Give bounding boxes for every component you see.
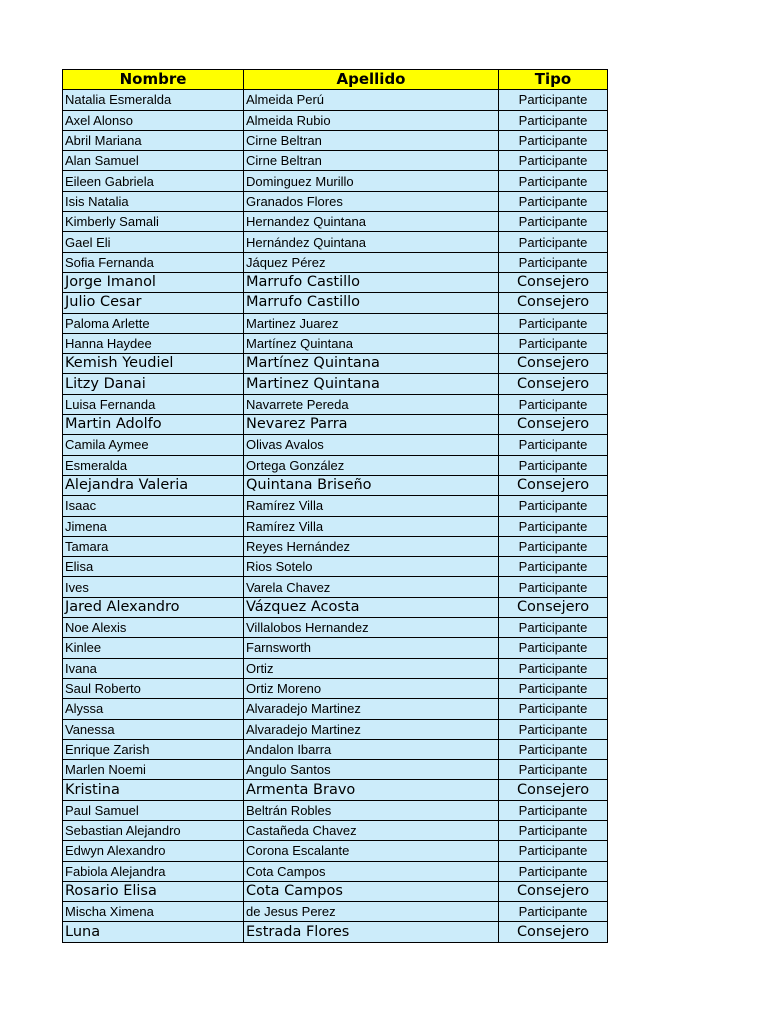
table-row bbox=[63, 861, 608, 881]
cell-apellido: Reyes Hernández bbox=[244, 536, 499, 556]
table-row bbox=[63, 313, 608, 333]
cell-tipo: Participante bbox=[499, 536, 608, 556]
table-row bbox=[63, 475, 608, 495]
cell-nombre: Camila Aymee bbox=[63, 435, 244, 455]
cell-nombre: Luna bbox=[63, 922, 244, 942]
cell-nombre: Julio Cesar bbox=[63, 293, 244, 313]
cell-nombre: Isis Natalia bbox=[63, 191, 244, 211]
cell-apellido: Almeida Perú bbox=[244, 90, 499, 110]
cell-tipo: Participante bbox=[499, 130, 608, 150]
table-row bbox=[63, 638, 608, 658]
cell-nombre: Ives bbox=[63, 577, 244, 597]
cell-apellido: Rios Sotelo bbox=[244, 557, 499, 577]
cell-nombre: Litzy Danai bbox=[63, 374, 244, 394]
cell-apellido: Ortiz bbox=[244, 658, 499, 678]
cell-apellido: Cota Campos bbox=[244, 861, 499, 881]
cell-tipo: Participante bbox=[499, 760, 608, 780]
cell-nombre: Alan Samuel bbox=[63, 151, 244, 171]
cell-apellido: Granados Flores bbox=[244, 191, 499, 211]
table-row bbox=[63, 110, 608, 130]
cell-tipo: Participante bbox=[499, 699, 608, 719]
cell-tipo: Participante bbox=[499, 171, 608, 191]
cell-nombre: Kemish Yeudiel bbox=[63, 354, 244, 374]
table-row bbox=[63, 699, 608, 719]
table-row bbox=[63, 496, 608, 516]
cell-tipo: Participante bbox=[499, 577, 608, 597]
header-row bbox=[63, 70, 608, 90]
cell-nombre: Martin Adolfo bbox=[63, 415, 244, 435]
table-row bbox=[63, 252, 608, 272]
cell-apellido: Hernández Quintana bbox=[244, 232, 499, 252]
table-row bbox=[63, 212, 608, 232]
cell-nombre: Sebastian Alejandro bbox=[63, 820, 244, 840]
cell-tipo: Consejero bbox=[499, 922, 608, 942]
cell-tipo: Consejero bbox=[499, 415, 608, 435]
table-row bbox=[63, 232, 608, 252]
cell-tipo: Participante bbox=[499, 110, 608, 130]
cell-nombre: Rosario Elisa bbox=[63, 881, 244, 901]
cell-apellido: Ortiz Moreno bbox=[244, 678, 499, 698]
cell-tipo: Participante bbox=[499, 313, 608, 333]
table-row bbox=[63, 577, 608, 597]
cell-nombre: Kimberly Samali bbox=[63, 212, 244, 232]
table-row bbox=[63, 658, 608, 678]
table-row bbox=[63, 881, 608, 901]
roster-table bbox=[62, 69, 608, 943]
cell-tipo: Participante bbox=[499, 496, 608, 516]
cell-apellido: Hernandez Quintana bbox=[244, 212, 499, 232]
cell-apellido: Marrufo Castillo bbox=[244, 272, 499, 292]
cell-apellido: Armenta Bravo bbox=[244, 780, 499, 800]
cell-apellido: Varela Chavez bbox=[244, 577, 499, 597]
table-row bbox=[63, 922, 608, 942]
cell-nombre: Paloma Arlette bbox=[63, 313, 244, 333]
table-row bbox=[63, 191, 608, 211]
table-row bbox=[63, 272, 608, 292]
cell-apellido: Farnsworth bbox=[244, 638, 499, 658]
cell-apellido: Quintana Briseño bbox=[244, 475, 499, 495]
table-row bbox=[63, 394, 608, 414]
cell-nombre: Gael Eli bbox=[63, 232, 244, 252]
cell-nombre: Luisa Fernanda bbox=[63, 394, 244, 414]
cell-apellido: Martinez Juarez bbox=[244, 313, 499, 333]
cell-nombre: Edwyn Alexandro bbox=[63, 841, 244, 861]
cell-apellido: Marrufo Castillo bbox=[244, 293, 499, 313]
table-row bbox=[63, 557, 608, 577]
cell-tipo: Consejero bbox=[499, 354, 608, 374]
cell-tipo: Consejero bbox=[499, 780, 608, 800]
cell-apellido: Corona Escalante bbox=[244, 841, 499, 861]
cell-apellido: Martínez Quintana bbox=[244, 333, 499, 353]
cell-tipo: Participante bbox=[499, 678, 608, 698]
cell-apellido: Andalon Ibarra bbox=[244, 739, 499, 759]
cell-tipo: Participante bbox=[499, 455, 608, 475]
table-row bbox=[63, 171, 608, 191]
cell-apellido: Alvaradejo Martinez bbox=[244, 719, 499, 739]
cell-nombre: Hanna Haydee bbox=[63, 333, 244, 353]
table-row bbox=[63, 618, 608, 638]
cell-tipo: Participante bbox=[499, 841, 608, 861]
table-row bbox=[63, 90, 608, 110]
cell-tipo: Participante bbox=[499, 191, 608, 211]
cell-apellido: Cirne Beltran bbox=[244, 130, 499, 150]
cell-nombre: Alejandra Valeria bbox=[63, 475, 244, 495]
cell-nombre: Marlen Noemi bbox=[63, 760, 244, 780]
cell-apellido: Vázquez Acosta bbox=[244, 597, 499, 617]
cell-nombre: Fabiola Alejandra bbox=[63, 861, 244, 881]
cell-tipo: Participante bbox=[499, 212, 608, 232]
cell-tipo: Consejero bbox=[499, 475, 608, 495]
cell-apellido: Nevarez Parra bbox=[244, 415, 499, 435]
cell-tipo: Participante bbox=[499, 557, 608, 577]
cell-nombre: Jorge Imanol bbox=[63, 272, 244, 292]
table-row bbox=[63, 780, 608, 800]
table-row bbox=[63, 597, 608, 617]
cell-nombre: Eileen Gabriela bbox=[63, 171, 244, 191]
cell-nombre: Enrique Zarish bbox=[63, 739, 244, 759]
cell-apellido: Castañeda Chavez bbox=[244, 820, 499, 840]
cell-apellido: Estrada Flores bbox=[244, 922, 499, 942]
table-row bbox=[63, 820, 608, 840]
cell-apellido: Cirne Beltran bbox=[244, 151, 499, 171]
cell-apellido: Alvaradejo Martinez bbox=[244, 699, 499, 719]
cell-nombre: Tamara bbox=[63, 536, 244, 556]
cell-apellido: Ramírez Villa bbox=[244, 496, 499, 516]
cell-apellido: Villalobos Hernandez bbox=[244, 618, 499, 638]
cell-nombre: Esmeralda bbox=[63, 455, 244, 475]
table-row bbox=[63, 719, 608, 739]
table-row bbox=[63, 333, 608, 353]
table-body bbox=[63, 90, 608, 942]
table-row bbox=[63, 435, 608, 455]
cell-tipo: Participante bbox=[499, 800, 608, 820]
cell-tipo: Participante bbox=[499, 820, 608, 840]
header-nombre: Nombre bbox=[63, 70, 244, 90]
cell-nombre: Axel Alonso bbox=[63, 110, 244, 130]
cell-apellido: de Jesus Perez bbox=[244, 902, 499, 922]
cell-tipo: Participante bbox=[499, 90, 608, 110]
cell-tipo: Participante bbox=[499, 151, 608, 171]
cell-tipo: Participante bbox=[499, 719, 608, 739]
cell-apellido: Angulo Santos bbox=[244, 760, 499, 780]
cell-tipo: Participante bbox=[499, 394, 608, 414]
table-row bbox=[63, 678, 608, 698]
cell-apellido: Martinez Quintana bbox=[244, 374, 499, 394]
cell-tipo: Participante bbox=[499, 618, 608, 638]
cell-nombre: Isaac bbox=[63, 496, 244, 516]
cell-tipo: Participante bbox=[499, 435, 608, 455]
cell-apellido: Jáquez Pérez bbox=[244, 252, 499, 272]
cell-tipo: Participante bbox=[499, 232, 608, 252]
header-tipo: Tipo bbox=[499, 70, 608, 90]
table-row bbox=[63, 130, 608, 150]
cell-apellido: Navarrete Pereda bbox=[244, 394, 499, 414]
table-row bbox=[63, 760, 608, 780]
table-row bbox=[63, 536, 608, 556]
header-apellido: Apellido bbox=[244, 70, 499, 90]
cell-nombre: Kristina bbox=[63, 780, 244, 800]
cell-nombre: Jimena bbox=[63, 516, 244, 536]
cell-tipo: Participante bbox=[499, 658, 608, 678]
cell-tipo: Participante bbox=[499, 252, 608, 272]
table-row bbox=[63, 354, 608, 374]
table-row bbox=[63, 516, 608, 536]
cell-apellido: Olivas Avalos bbox=[244, 435, 499, 455]
table-row bbox=[63, 293, 608, 313]
cell-nombre: Ivana bbox=[63, 658, 244, 678]
table-row bbox=[63, 841, 608, 861]
table-row bbox=[63, 415, 608, 435]
table-row bbox=[63, 151, 608, 171]
cell-apellido: Ramírez Villa bbox=[244, 516, 499, 536]
cell-apellido: Cota Campos bbox=[244, 881, 499, 901]
cell-tipo: Consejero bbox=[499, 293, 608, 313]
table-row bbox=[63, 455, 608, 475]
cell-nombre: Vanessa bbox=[63, 719, 244, 739]
table-row bbox=[63, 902, 608, 922]
cell-nombre: Saul Roberto bbox=[63, 678, 244, 698]
cell-tipo: Consejero bbox=[499, 374, 608, 394]
cell-tipo: Participante bbox=[499, 333, 608, 353]
cell-apellido: Martínez Quintana bbox=[244, 354, 499, 374]
cell-apellido: Dominguez Murillo bbox=[244, 171, 499, 191]
cell-apellido: Ortega González bbox=[244, 455, 499, 475]
cell-nombre: Elisa bbox=[63, 557, 244, 577]
cell-tipo: Participante bbox=[499, 902, 608, 922]
cell-nombre: Kinlee bbox=[63, 638, 244, 658]
cell-tipo: Participante bbox=[499, 739, 608, 759]
table-row bbox=[63, 739, 608, 759]
cell-tipo: Participante bbox=[499, 516, 608, 536]
cell-nombre: Alyssa bbox=[63, 699, 244, 719]
cell-apellido: Almeida Rubio bbox=[244, 110, 499, 130]
cell-apellido: Beltrán Robles bbox=[244, 800, 499, 820]
cell-nombre: Noe Alexis bbox=[63, 618, 244, 638]
cell-tipo: Participante bbox=[499, 638, 608, 658]
cell-tipo: Consejero bbox=[499, 881, 608, 901]
table-row bbox=[63, 800, 608, 820]
cell-tipo: Consejero bbox=[499, 597, 608, 617]
cell-nombre: Paul Samuel bbox=[63, 800, 244, 820]
table-row bbox=[63, 374, 608, 394]
cell-tipo: Consejero bbox=[499, 272, 608, 292]
cell-nombre: Abril Mariana bbox=[63, 130, 244, 150]
cell-nombre: Sofia Fernanda bbox=[63, 252, 244, 272]
cell-nombre: Jared Alexandro bbox=[63, 597, 244, 617]
cell-tipo: Participante bbox=[499, 861, 608, 881]
cell-nombre: Mischa Ximena bbox=[63, 902, 244, 922]
cell-nombre: Natalia Esmeralda bbox=[63, 90, 244, 110]
